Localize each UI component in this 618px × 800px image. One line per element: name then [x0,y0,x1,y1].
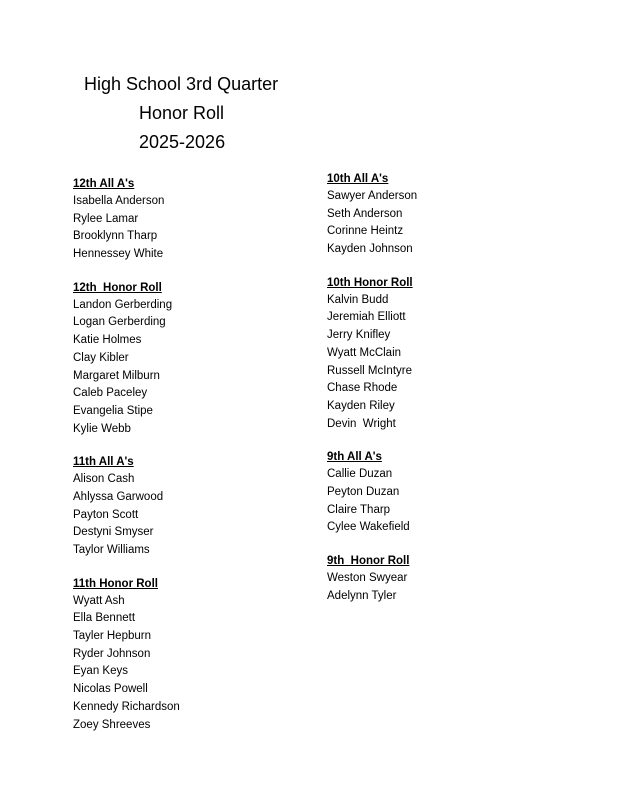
student-name: Kayden Johnson [327,243,413,256]
student-name: Russell McIntyre [327,364,412,377]
name-list [327,292,577,434]
student-name: Kalvin Budd [327,293,389,306]
section-11th-honor-roll [73,576,323,735]
right-column [327,171,577,621]
student-name: Kennedy Richardson [73,700,180,713]
section-11th-all-as [73,454,323,559]
student-name: Landon Gerberding [73,298,173,311]
name-list [327,188,577,259]
student-name: Rylee Lamar [73,212,139,225]
section-heading: 10th Honor Roll [327,276,413,289]
name-list [73,471,323,559]
student-name: Nicolas Powell [73,683,148,696]
section-12th-honor-roll [73,280,323,439]
student-name: Claire Tharp [327,503,391,516]
student-name: Weston Swyear [327,572,408,584]
student-name: Peyton Duzan [327,485,400,498]
document-title-line-2: Honor Roll [139,103,225,123]
name-list [73,297,323,439]
student-name: Chase Rhode [327,382,398,395]
student-name: Jerry Knifley [327,329,391,342]
section-heading: 11th All A's [73,456,134,469]
section-heading: 9th Honor Roll [327,555,410,567]
student-name: Callie Duzan [327,468,393,481]
student-name: Ella Bennett [73,612,136,625]
student-name: Hennessey White [73,248,164,261]
document-title-line-3: 2025-2026 [139,132,226,152]
left-column [73,176,323,750]
student-name: Katie Holmes [73,334,142,347]
student-name: Isabella Anderson [73,195,165,207]
student-name: Wyatt Ash [73,594,125,607]
section-heading: 12th All A's [73,178,135,190]
student-name: Zoey Shreeves [73,718,151,731]
student-name: Alison Cash [73,473,135,486]
student-name: Ahlyssa Garwood [73,490,164,503]
student-name: Adelynn Tyler [327,589,397,602]
section-12th-all-as [73,176,323,264]
student-name: Tayler Hepburn [73,630,151,643]
student-name: Jeremiah Elliott [327,311,406,324]
student-name: Clay Kibler [73,351,129,364]
name-list [73,193,323,264]
student-name: Taylor Williams [73,544,150,556]
student-name: Brooklynn Tharp [73,230,158,243]
student-name: Margaret Milburn [73,369,160,382]
student-name: Caleb Paceley [73,387,148,400]
name-list [73,593,323,735]
section-heading: 10th All A's [327,173,389,185]
student-name: Destyni Smyser [73,526,154,539]
section-heading: 12th Honor Roll [73,281,162,294]
student-name: Devin Wright [327,417,396,430]
student-name: Kylie Webb [73,422,131,435]
student-name: Corinne Heintz [327,225,404,238]
student-name: Cylee Wakefield [327,521,410,534]
section-9th-honor-roll [327,553,577,605]
student-name: Eyan Keys [73,665,128,678]
section-10th-all-as [327,171,577,259]
student-name: Payton Scott [73,508,139,521]
student-name: Ryder Johnson [73,647,151,660]
section-heading: 11th Honor Roll [73,577,158,590]
name-list [327,570,577,605]
document-title-line-1: High School 3rd Quarter [84,74,279,94]
section-10th-honor-roll [327,275,577,434]
name-list [327,466,577,537]
student-name: Seth Anderson [327,207,403,220]
student-name: Evangelia Stipe [73,404,153,417]
student-name: Sawyer Anderson [327,190,418,202]
student-name: Kayden Riley [327,399,395,412]
student-name: Logan Gerberding [73,316,166,329]
section-heading: 9th All A's [327,451,382,464]
section-9th-all-as [327,449,577,537]
student-name: Wyatt McClain [327,346,402,359]
